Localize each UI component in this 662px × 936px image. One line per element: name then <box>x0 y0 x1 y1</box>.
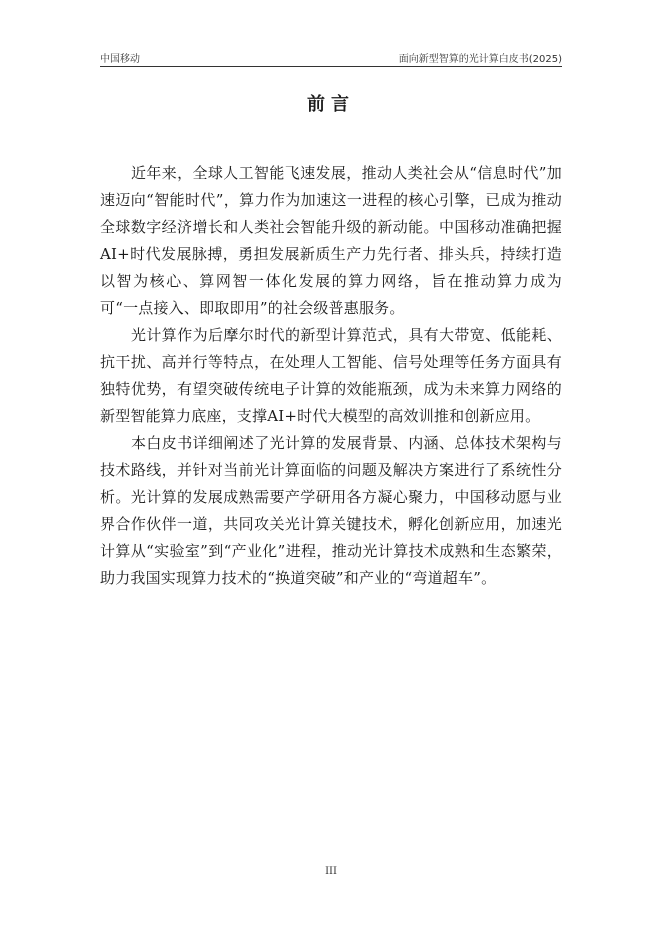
page-title: 前言 <box>307 94 355 115</box>
page-number: III <box>325 866 337 877</box>
header-organization: 中国移动 <box>100 54 140 65</box>
paragraph-2: 光计算作为后摩尔时代的新型计算范式，具有大带宽、低能耗、抗干扰、高并行等特点，在处理人工智能、信号处理等任务方面具有独特优势，有望突破传统电子计算的效能瓶颈，成为未来算力网络的新型智能算力底座，支撑AI+时代大模型的高效训推和创新应用。 <box>100 326 562 425</box>
paragraph-3: 本白皮书详细阐述了光计算的发展背景、内涵、总体技术架构与技术路线，并针对当前光计算面临的问题及解决方案进行了系统性分析。光计算的发展成熟需要产学研用各方凝心聚力，中国移动愿与业界合作伙伴一道，共同攻关光计算关键技术，孵化创新应用，加速光计算从“实验室”到“产业化”进程，推动光计算技术成熟和生态繁荣，助力我国实现算力技术的“换道突破”和产业的“弯道超车”。 <box>100 434 562 587</box>
paragraph-1: 近年来，全球人工智能飞速发展，推动人类社会从“信息时代”加速迈向“智能时代”，算力作为加速这一进程的核心引擎，已成为推动全球数字经济增长和人类社会智能升级的新动能。中国移动准确把握AI+时代发展脉搏，勇担发展新质生产力先行者、排头兵，持续打造以智为核心、算网智一体化发展的算力网络，旨在推动算力成为可“一点接入、即取即用”的社会级普惠服务。 <box>100 164 562 317</box>
header-document-title: 面向新型智算的光计算白皮书(2025) <box>398 54 562 65</box>
body-text <box>100 160 562 592</box>
page-header <box>100 50 562 67</box>
